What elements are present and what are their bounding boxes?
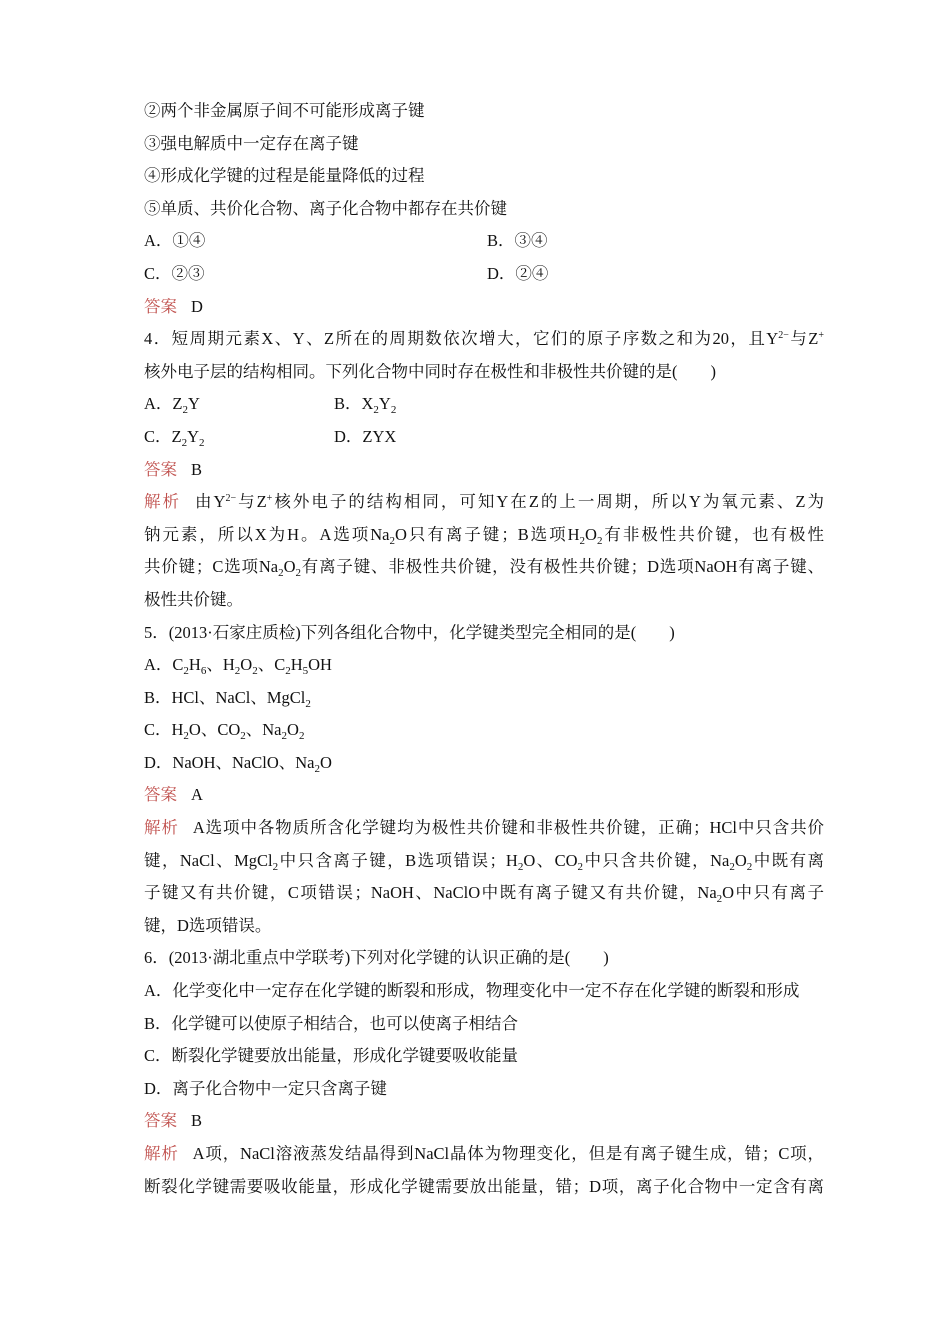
q3-statement-2: ②两个非金属原子间不可能形成离子键	[144, 101, 425, 120]
q3-statement-3: ③强电解质中一定存在离子键	[144, 133, 359, 153]
q4-answer	[144, 454, 824, 487]
q6-stem: 6．(2013·湖北重点中学联考)下列对化学键的认识正确的是( )	[144, 948, 609, 968]
q6-answer	[144, 1105, 824, 1138]
q3-statement-4: ④形成化学键的过程是能量降低的过程	[144, 166, 425, 186]
q6-option-b: B．化学键可以使原子相结合，也可以使离子相结合	[144, 1013, 519, 1033]
q6-analysis-line-1: 解析 A项，NaCl溶液蒸发结晶得到NaCl晶体为物理变化，但是有离子键生成，错；C项，	[144, 1144, 824, 1163]
q5-option-c: C．$H_2O$、$CO_2$、$Na_2O_2$	[144, 720, 305, 743]
q4-option-d: D．ZYX	[334, 426, 397, 446]
q6-analysis-line-2: 断裂化学键需要吸收能量，形成化学键需要放出能量，错；D项，离子化合物中一定含有离	[144, 1176, 824, 1196]
answer-value: B	[191, 459, 203, 479]
answer-value: B	[191, 1111, 203, 1131]
answer-value: D	[191, 296, 203, 316]
q4-analysis-line-2: 钠元素，所以X为H。A选项$Na_2O$只有离子键；B选项$H_2O_2$有非极性共价键，也有极性	[144, 524, 825, 547]
q4-option-a: A．$Z_2Y$	[144, 394, 200, 417]
q3-answer	[144, 291, 824, 324]
q5-answer	[144, 779, 824, 812]
q6-option-a: A．化学变化中一定存在化学键的断裂和形成，物理变化中一定不存在化学键的断裂和形成	[144, 981, 800, 1001]
answer-label: 答案	[144, 459, 177, 479]
analysis-label: 解析	[144, 818, 179, 838]
q4-stem-line-2: 核外电子层的结构相同。下列化合物中同时存在极性和非极性共价键的是( )	[144, 361, 716, 381]
q4-stem-line-1: 4．短周期元素X、Y、Z所在的周期数依次增大，它们的原子序数之和为20，且$Y^{2-}$与Z+	[144, 329, 824, 349]
q5-analysis-line-2: 键，NaCl、MgCl$_2$中只含离子键，B选项错误；$H_2O$、$CO_2$中只含共价键，$Na_2O_2$中既有离	[144, 850, 825, 873]
q3-option-a: A．①④	[144, 231, 206, 251]
q4-analysis-line-3: 共价键；C选项$Na_2O_2$有离子键、非极性共价键，没有极性共价键；D选项NaOH有离子键、	[144, 557, 824, 580]
answer-value: A	[191, 785, 203, 805]
q5-analysis-line-1: 解析 A选项中各物质所含化学键均为极性共价键和非极性共价键，正确；HCl中只含共价	[144, 818, 825, 838]
q5-stem: 5．(2013·石家庄质检)下列各组化合物中，化学键类型完全相同的是( )	[144, 622, 675, 642]
q4-analysis-line-4: 极性共价键。	[144, 589, 243, 609]
q6-option-c: C．断裂化学键要放出能量，形成化学键要吸收能量	[144, 1046, 519, 1066]
q6-option-d: D．离子化合物中一定只含离子键	[144, 1078, 387, 1098]
q3-option-d: D．②④	[487, 263, 549, 283]
answer-label: 答案	[144, 1111, 177, 1131]
analysis-label: 解析	[144, 492, 182, 512]
q3-option-b: B．③④	[487, 231, 548, 251]
q5-analysis-line-3: 子键又有共价键，C项错误；NaOH、NaClO中既有离子键又有共价键，$Na_2O$中只有离子	[144, 883, 824, 906]
q3-option-c: C．②③	[144, 263, 205, 283]
q4-option-b: B．$X_2Y_2$	[334, 394, 397, 417]
analysis-label: 解析	[144, 1144, 179, 1163]
q4-options-row-2	[144, 421, 824, 454]
q4-option-c: C．$Z_2Y_2$	[144, 426, 205, 449]
answer-label: 答案	[144, 785, 177, 805]
q4-options-row-1	[144, 388, 824, 421]
q3-options-row-1	[144, 225, 824, 258]
q5-analysis-line-4: 键，D选项错误。	[144, 915, 272, 935]
document-page	[144, 95, 824, 1203]
q4-analysis-line-1: 解析 由$Y^{2-}$与Z+核外电子的结构相同，可知Y在Z的上一周期，所以Y为氧元素、Z为	[144, 492, 824, 512]
q5-option-b: B．HCl、NaCl、MgCl$_2$	[144, 687, 311, 710]
q3-statement-5: ⑤单质、共价化合物、离子化合物中都存在共价键	[144, 198, 507, 218]
q3-options-row-2	[144, 258, 824, 291]
q5-option-a: A．$C_2H_6$、$H_2O_2$、$C_2H_5OH$	[144, 655, 332, 678]
answer-label: 答案	[144, 296, 177, 316]
q5-option-d: D．NaOH、NaClO、$Na_2O$	[144, 752, 332, 775]
